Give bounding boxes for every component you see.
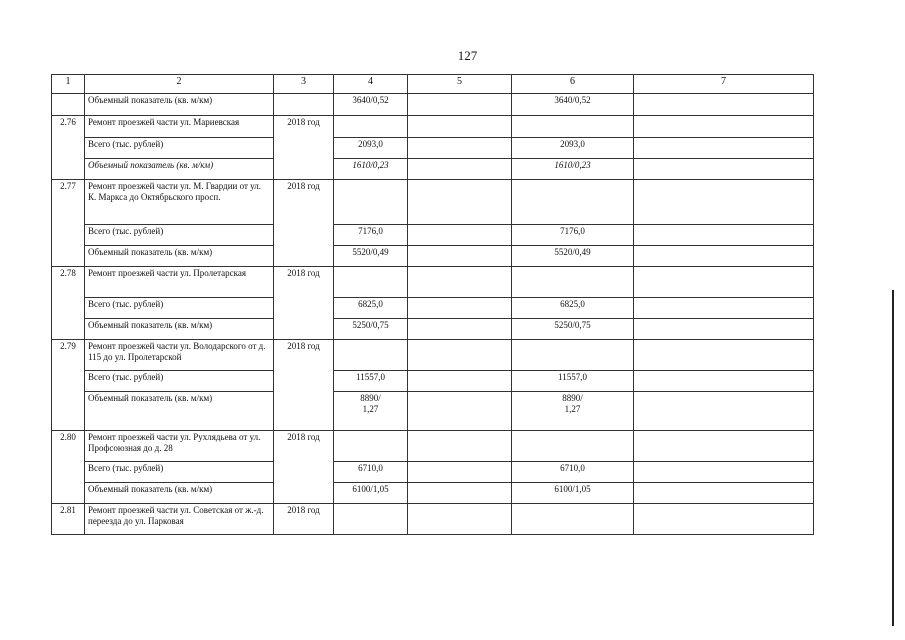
header-cell-7: 7 — [634, 75, 814, 94]
item-value-col4: 6825,0 — [334, 298, 408, 319]
item-value-col7 — [634, 371, 814, 392]
item-description: Объемный показатель (кв. м/км) — [85, 94, 274, 116]
item-value-col6: 8890/ 1,27 — [512, 392, 634, 431]
item-value-col4: 5250/0,75 — [334, 319, 408, 340]
item-value-col4: 11557,0 — [334, 371, 408, 392]
page-edge-rule — [892, 290, 894, 626]
item-value-col5 — [408, 340, 512, 371]
page-number: 127 — [457, 48, 478, 63]
item-value-col7 — [634, 225, 814, 246]
item-description: Объемный показатель (кв. м/км) — [85, 246, 274, 267]
item-value-col7 — [634, 94, 814, 116]
item-value-col6 — [512, 340, 634, 371]
item-value-col7 — [634, 159, 814, 180]
item-year: 2018 год — [274, 180, 334, 267]
item-value-col4: 2093,0 — [334, 138, 408, 159]
item-value-col4: 5520/0,49 — [334, 246, 408, 267]
item-year: 2018 год — [274, 340, 334, 431]
item-value-col4 — [334, 504, 408, 535]
item-value-col6: 1610/0,23 — [512, 159, 634, 180]
table-row — [52, 267, 814, 298]
item-description: Ремонт проезжей части ул. Мариевская — [85, 116, 274, 138]
header-cell-2: 2 — [85, 75, 274, 94]
item-number: 2.79 — [52, 340, 85, 431]
item-value-col4 — [334, 267, 408, 298]
item-value-col7 — [634, 504, 814, 535]
item-value-col7 — [634, 483, 814, 504]
item-value-col5 — [408, 180, 512, 225]
item-value-col5 — [408, 225, 512, 246]
item-description: Ремонт проезжей части ул. Советская от ж.-д. переезда до ул. Парковая — [85, 504, 274, 535]
table-row — [52, 319, 814, 340]
item-description: Объемный показатель (кв. м/км) — [85, 483, 274, 504]
item-value-col7 — [634, 431, 814, 462]
item-value-col5 — [408, 159, 512, 180]
item-number: 2.81 — [52, 504, 85, 535]
item-value-col5 — [408, 267, 512, 298]
item-value-col5 — [408, 319, 512, 340]
item-value-col7 — [634, 116, 814, 138]
item-value-col4: 3640/0,52 — [334, 94, 408, 116]
item-year: 2018 год — [274, 116, 334, 180]
item-value-col6: 2093,0 — [512, 138, 634, 159]
item-number — [52, 94, 85, 116]
table-row — [52, 483, 814, 504]
item-value-col6 — [512, 116, 634, 138]
item-value-col4: 6100/1,05 — [334, 483, 408, 504]
table-row — [52, 138, 814, 159]
header-cell-6: 6 — [512, 75, 634, 94]
item-year — [274, 94, 334, 116]
item-value-col6 — [512, 504, 634, 535]
item-value-col6 — [512, 180, 634, 225]
item-value-col5 — [408, 298, 512, 319]
table-row — [52, 180, 814, 225]
item-value-col7 — [634, 462, 814, 483]
item-value-col4: 7176,0 — [334, 225, 408, 246]
item-value-col5 — [408, 138, 512, 159]
item-description: Объемный показатель (кв. м/км) — [85, 319, 274, 340]
table-row — [52, 159, 814, 180]
item-value-col5 — [408, 483, 512, 504]
header-row — [52, 75, 814, 94]
table-row — [52, 94, 814, 116]
table-row — [52, 462, 814, 483]
item-value-col7 — [634, 138, 814, 159]
item-value-col6: 7176,0 — [512, 225, 634, 246]
table-row — [52, 431, 814, 462]
table-row — [52, 340, 814, 371]
table-row — [52, 504, 814, 535]
item-value-col6: 3640/0,52 — [512, 94, 634, 116]
item-description: Всего (тыс. рублей) — [85, 225, 274, 246]
item-value-col6: 11557,0 — [512, 371, 634, 392]
item-value-col6: 5250/0,75 — [512, 319, 634, 340]
item-value-col5 — [408, 392, 512, 431]
item-year: 2018 год — [274, 504, 334, 535]
item-number: 2.76 — [52, 116, 85, 180]
item-number: 2.80 — [52, 431, 85, 504]
table-row — [52, 246, 814, 267]
header-cell-1: 1 — [52, 75, 85, 94]
item-value-col5 — [408, 431, 512, 462]
item-description: Ремонт проезжей части ул. Пролетарская — [85, 267, 274, 298]
item-description: Ремонт проезжей части ул. Володарского от д. 115 до ул. Пролетарской — [85, 340, 274, 371]
item-value-col4 — [334, 340, 408, 371]
table-row — [52, 392, 814, 431]
header-cell-3: 3 — [274, 75, 334, 94]
item-value-col5 — [408, 116, 512, 138]
item-value-col5 — [408, 371, 512, 392]
table-row — [52, 116, 814, 138]
item-year: 2018 год — [274, 267, 334, 340]
item-value-col7 — [634, 340, 814, 371]
item-value-col4: 1610/0,23 — [334, 159, 408, 180]
table-row — [52, 371, 814, 392]
item-description: Ремонт проезжей части ул. Рухлядьева от ул. Профсоюзная до д. 28 — [85, 431, 274, 462]
item-value-col4: 6710,0 — [334, 462, 408, 483]
item-value-col4 — [334, 180, 408, 225]
item-description: Ремонт проезжей части ул. М. Гвардии от ул. К. Маркса до Октябрьского просп. — [85, 180, 274, 225]
item-value-col6: 5520/0,49 — [512, 246, 634, 267]
header-cell-4: 4 — [334, 75, 408, 94]
item-value-col6 — [512, 267, 634, 298]
item-value-col4 — [334, 116, 408, 138]
item-number: 2.77 — [52, 180, 85, 267]
item-value-col6: 6825,0 — [512, 298, 634, 319]
item-value-col4: 8890/ 1,27 — [334, 392, 408, 431]
item-value-col6: 6710,0 — [512, 462, 634, 483]
item-value-col7 — [634, 246, 814, 267]
table-row — [52, 298, 814, 319]
item-description: Объемный показатель (кв. м/км) — [85, 392, 274, 431]
item-description: Всего (тыс. рублей) — [85, 371, 274, 392]
item-year: 2018 год — [274, 431, 334, 504]
item-value-col7 — [634, 180, 814, 225]
item-value-col5 — [408, 94, 512, 116]
header-cell-5: 5 — [408, 75, 512, 94]
item-value-col7 — [634, 267, 814, 298]
item-value-col7 — [634, 298, 814, 319]
item-value-col4 — [334, 431, 408, 462]
item-description: Всего (тыс. рублей) — [85, 138, 274, 159]
item-value-col5 — [408, 246, 512, 267]
item-value-col5 — [408, 504, 512, 535]
item-value-col7 — [634, 392, 814, 431]
item-value-col6 — [512, 431, 634, 462]
item-value-col5 — [408, 462, 512, 483]
item-description: Объемный показатель (кв. м/км) — [85, 159, 274, 180]
item-number: 2.78 — [52, 267, 85, 340]
item-description: Всего (тыс. рублей) — [85, 298, 274, 319]
item-value-col7 — [634, 319, 814, 340]
table-row — [52, 225, 814, 246]
item-value-col6: 6100/1,05 — [512, 483, 634, 504]
program-table — [51, 74, 814, 535]
item-description: Всего (тыс. рублей) — [85, 462, 274, 483]
